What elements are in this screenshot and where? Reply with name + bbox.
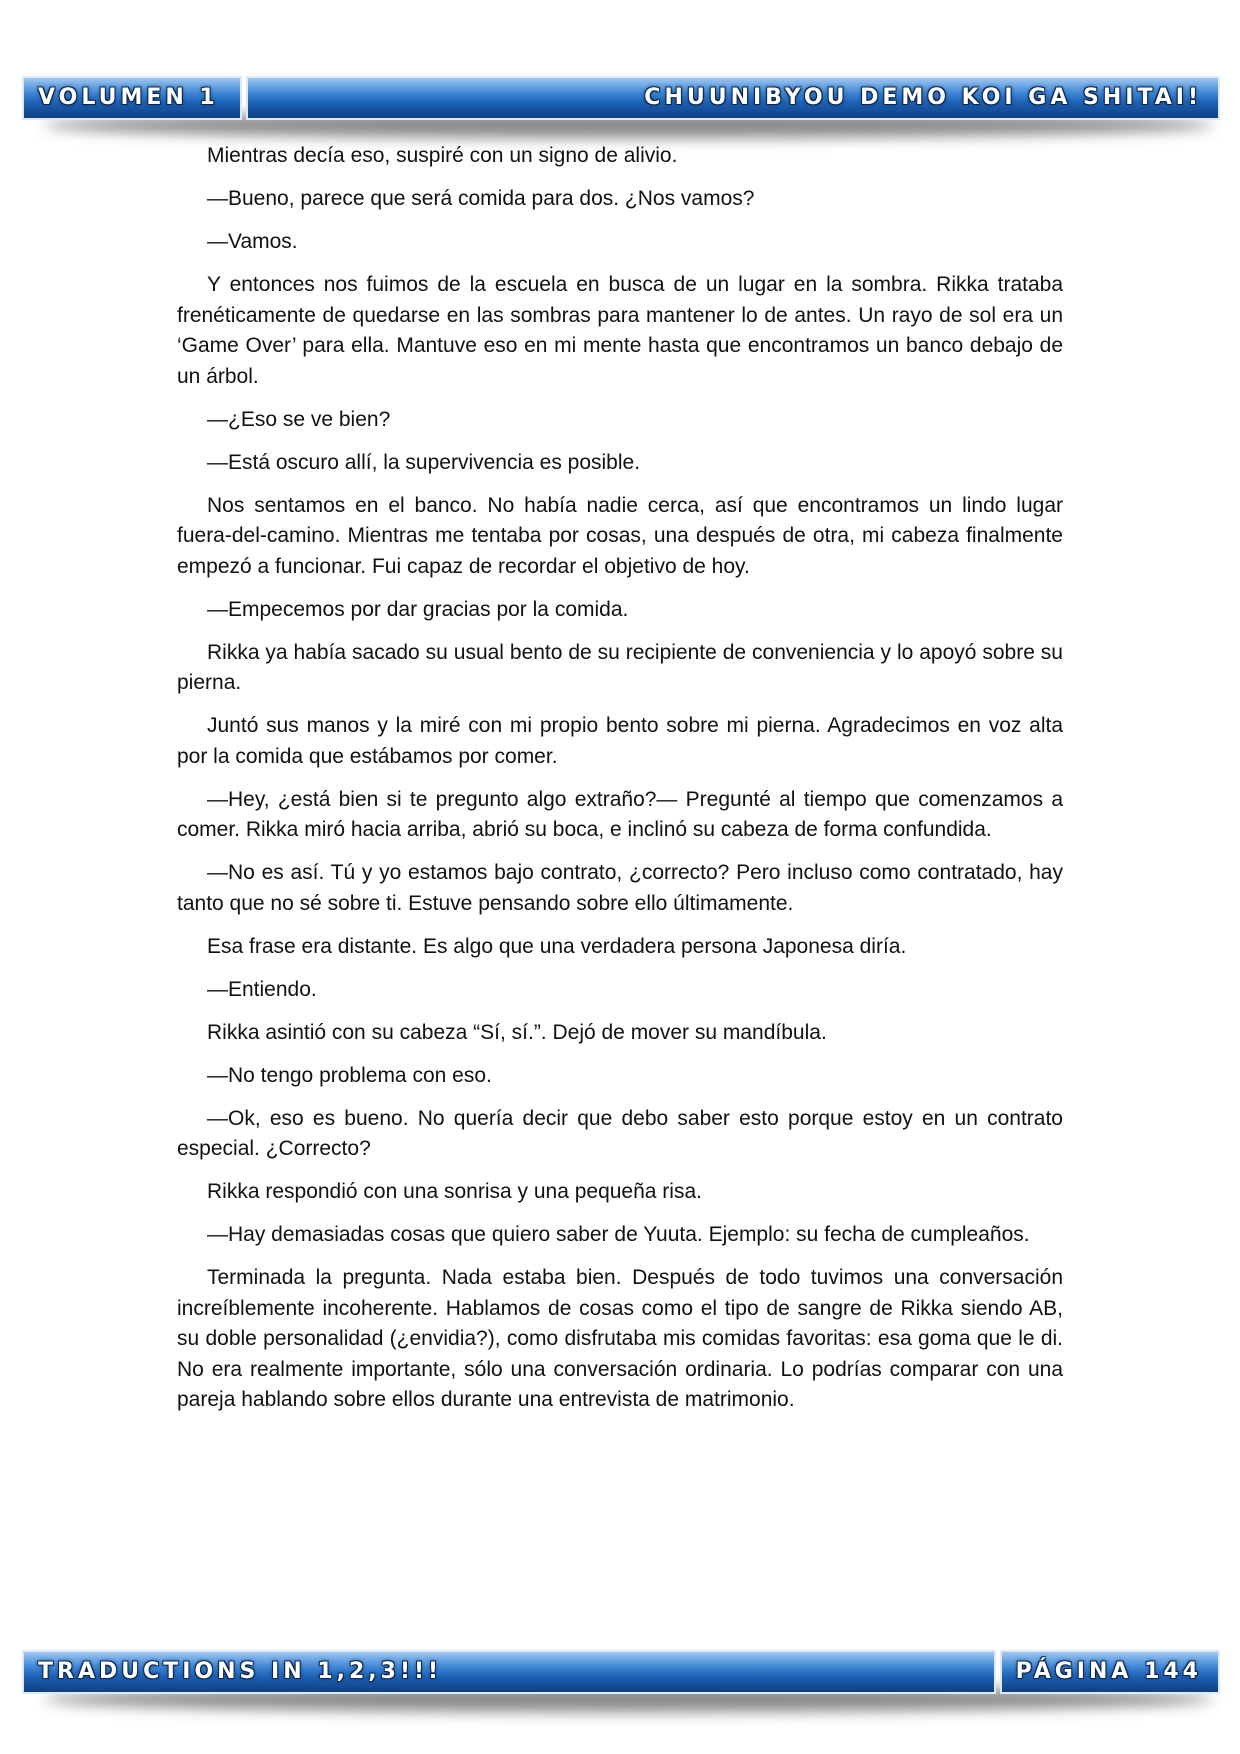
- paragraph: Rikka asintió con su cabeza “Sí, sí.”. Dejó de mover su mandíbula.: [207, 1020, 827, 1044]
- paragraph: —Hey, ¿está bien si te pregunto algo extraño?— Pregunté al tiempo que comenzamos a comer. Rikka miró hacia arriba, abrió su boca, e inclinó su cabeza de forma confundida.: [177, 787, 1063, 841]
- paragraph: —Ok, eso es bueno. No quería decir que debo saber esto porque estoy en un contrato especial. ¿Correcto?: [177, 1106, 1063, 1160]
- paragraph: —Entiendo.: [207, 977, 317, 1001]
- paragraph: Juntó sus manos y la miré con mi propio bento sobre mi pierna. Agradecimos en voz alta por la comida que estábamos por comer.: [177, 714, 1063, 768]
- paragraph: —Empecemos por dar gracias por la comida.: [207, 597, 629, 621]
- paragraph: —Vamos.: [207, 230, 298, 253]
- paragraph: Y entonces nos fuimos de la escuela en busca de un lugar en la sombra. Rikka trataba frenéticamente de quedarse en las sombras para mantener lo de antes. Un rayo de sol era un ‘Game Over’ para ella. Mantuve eso en mi mente hasta que encontramos un banco debajo de un árbol.: [177, 273, 1063, 388]
- volume-label: VOLUMEN 1: [22, 76, 242, 120]
- paragraph: Rikka ya había sacado su usual bento de su recipiente de conveniencia y lo apoyó sobre su pierna.: [177, 640, 1063, 694]
- paragraph: —No tengo problema con eso.: [207, 1063, 492, 1087]
- paragraph: Terminada la pregunta. Nada estaba bien. Después de todo tuvimos una conversación increíblemente incoherente. Hablamos de cosas como el tipo de sangre de Rikka siendo AB, su doble personalidad (¿envidia?), como disfrutaba mis comidas favoritas: esa goma que le di. No era realmente importante, sólo una conversación ordinaria. Lo podrías comparar con una pareja hablando sobre ellos durante una entrevista de matrimonio.: [177, 1266, 1063, 1411]
- page-number: PÁGINA 144: [1000, 1650, 1220, 1694]
- credits-label: TRADUCTIONS IN 1,2,3!!!: [22, 1650, 996, 1694]
- paragraph: —Hay demasiadas cosas que quiero saber de Yuuta. Ejemplo: su fecha de cumpleaños.: [207, 1223, 1030, 1246]
- paragraph: —No es así. Tú y yo estamos bajo contrato, ¿correcto? Pero incluso como contratado, hay tanto que no sé sobre ti. Estuve pensando sobre ello últimamente.: [177, 861, 1063, 915]
- paragraph: Nos sentamos en el banco. No había nadie cerca, así que encontramos un lindo lugar fuera-del-camino. Mientras me tentaba por cosas, una después de otra, mi cabeza finalmente empezó a funcionar. Fui capaz de recordar el objetivo de hoy.: [177, 493, 1063, 578]
- series-title: CHUUNIBYOU DEMO KOI GA SHITAI!: [246, 76, 1220, 120]
- paragraph: Mientras decía eso, suspiré con un signo de alivio.: [207, 144, 678, 167]
- paragraph: —Bueno, parece que será comida para dos. ¿Nos vamos?: [207, 187, 755, 210]
- paragraph: Rikka respondió con una sonrisa y una pequeña risa.: [207, 1180, 702, 1203]
- paragraph: Esa frase era distante. Es algo que una verdadera persona Japonesa diría.: [207, 934, 907, 958]
- page-body: [177, 141, 1063, 1428]
- paragraph: —Está oscuro allí, la supervivencia es posible.: [207, 450, 641, 474]
- paragraph: —¿Eso se ve bien?: [207, 407, 391, 431]
